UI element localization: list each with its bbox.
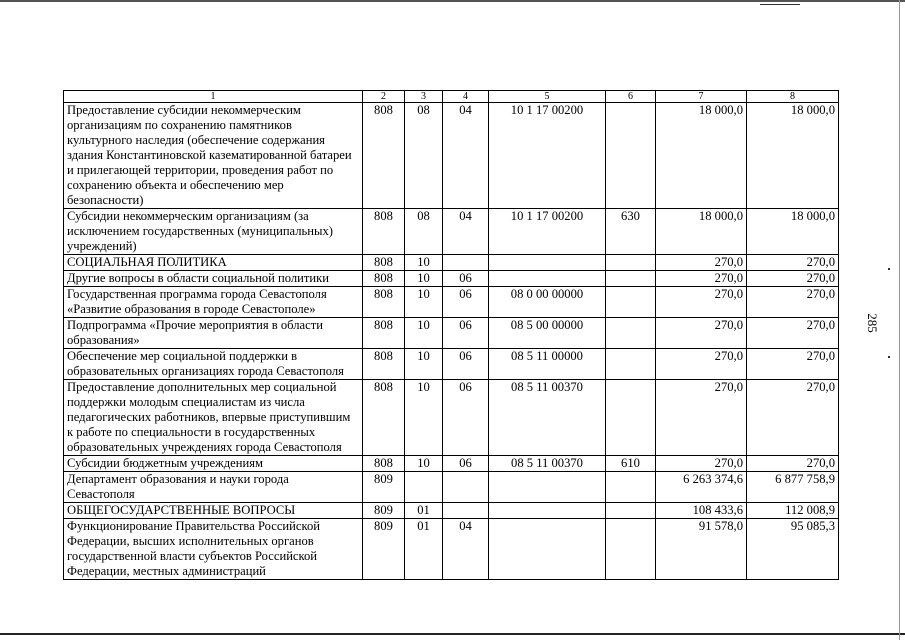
- cell-subsection: 06: [443, 287, 489, 318]
- cell-gr: 808: [363, 318, 405, 349]
- cell-section: 08: [405, 103, 443, 209]
- scan-edge-right: [899, 0, 900, 640]
- cell-gr: 809: [363, 519, 405, 580]
- cell-amount-year2: 18 000,0: [747, 103, 839, 209]
- cell-subsection: [443, 472, 489, 503]
- cell-gr: 809: [363, 472, 405, 503]
- cell-gr: 808: [363, 255, 405, 271]
- scan-mark: [760, 4, 800, 5]
- cell-section: 10: [405, 318, 443, 349]
- cell-target-article: [489, 503, 606, 519]
- cell-target-article: [489, 255, 606, 271]
- cell-subsection: 06: [443, 318, 489, 349]
- cell-expense-type: [606, 519, 656, 580]
- table-row: [64, 519, 839, 580]
- column-number-row: [64, 91, 839, 103]
- column-header: 1: [64, 91, 363, 103]
- cell-section: 10: [405, 287, 443, 318]
- table-row: [64, 456, 839, 472]
- cell-subsection: 06: [443, 349, 489, 380]
- cell-gr: 808: [363, 209, 405, 255]
- cell-amount-year2: 270,0: [747, 318, 839, 349]
- cell-target-article: [489, 472, 606, 503]
- cell-expense-type: 610: [606, 456, 656, 472]
- cell-amount-year2: 270,0: [747, 271, 839, 287]
- cell-expense-type: [606, 103, 656, 209]
- row-name: Государственная программа города Севастополя «Развитие образования в городе Севастополе»: [64, 287, 363, 318]
- cell-gr: 808: [363, 456, 405, 472]
- table-row: [64, 287, 839, 318]
- cell-subsection: 06: [443, 456, 489, 472]
- cell-section: 01: [405, 503, 443, 519]
- table-row: [64, 271, 839, 287]
- page-number: 285: [864, 313, 880, 333]
- column-header: 4: [443, 91, 489, 103]
- cell-expense-type: [606, 349, 656, 380]
- cell-gr: 808: [363, 271, 405, 287]
- scan-edge-top: [0, 0, 905, 2]
- cell-gr: 809: [363, 503, 405, 519]
- cell-target-article: [489, 271, 606, 287]
- cell-amount-year2: 270,0: [747, 349, 839, 380]
- cell-amount-year1: 18 000,0: [656, 209, 747, 255]
- cell-amount-year2: 95 085,3: [747, 519, 839, 580]
- cell-amount-year2: 6 877 758,9: [747, 472, 839, 503]
- cell-subsection: [443, 503, 489, 519]
- cell-amount-year1: 270,0: [656, 287, 747, 318]
- cell-amount-year2: 270,0: [747, 380, 839, 456]
- cell-amount-year1: 270,0: [656, 349, 747, 380]
- table-row: [64, 472, 839, 503]
- column-header: 6: [606, 91, 656, 103]
- cell-section: 10: [405, 255, 443, 271]
- table-row: [64, 503, 839, 519]
- cell-target-article: 10 1 17 00200: [489, 103, 606, 209]
- cell-target-article: 08 5 00 00000: [489, 318, 606, 349]
- cell-target-article: [489, 519, 606, 580]
- cell-amount-year2: 270,0: [747, 255, 839, 271]
- row-name: Функционирование Правительства Российской Федерации, высших исполнительных органов государственной власти субъектов Российской Федерации, местных администраций: [64, 519, 363, 580]
- cell-subsection: 06: [443, 380, 489, 456]
- cell-gr: 808: [363, 349, 405, 380]
- cell-expense-type: [606, 380, 656, 456]
- cell-expense-type: [606, 255, 656, 271]
- cell-gr: 808: [363, 287, 405, 318]
- cell-amount-year1: 270,0: [656, 318, 747, 349]
- cell-gr: 808: [363, 380, 405, 456]
- scan-dot: [888, 356, 890, 358]
- cell-amount-year1: 270,0: [656, 255, 747, 271]
- cell-target-article: 08 0 00 00000: [489, 287, 606, 318]
- row-name: Предоставление дополнительных мер социальной поддержки молодым специалистам из числа педагогических работников, впервые приступившим к работе по специальности в государственных образовательных учреждениях города Севастополя: [64, 380, 363, 456]
- cell-amount-year1: 6 263 374,6: [656, 472, 747, 503]
- cell-section: 08: [405, 209, 443, 255]
- cell-amount-year1: 270,0: [656, 456, 747, 472]
- column-header: 2: [363, 91, 405, 103]
- cell-amount-year1: 270,0: [656, 380, 747, 456]
- cell-expense-type: 630: [606, 209, 656, 255]
- cell-expense-type: [606, 318, 656, 349]
- row-name: Другие вопросы в области социальной политики: [64, 271, 363, 287]
- table-row: [64, 255, 839, 271]
- column-header: 7: [656, 91, 747, 103]
- cell-target-article: 08 5 11 00000: [489, 349, 606, 380]
- table-row: [64, 103, 839, 209]
- cell-amount-year2: 112 008,9: [747, 503, 839, 519]
- column-header: 5: [489, 91, 606, 103]
- scan-edge-bottom: [0, 633, 905, 635]
- scan-dot: [888, 268, 890, 270]
- table-row: [64, 209, 839, 255]
- cell-subsection: 04: [443, 103, 489, 209]
- row-name: СОЦИАЛЬНАЯ ПОЛИТИКА: [64, 255, 363, 271]
- row-name: Обеспечение мер социальной поддержки в образовательных организациях города Севастополя: [64, 349, 363, 380]
- table-row: [64, 380, 839, 456]
- table-row: [64, 349, 839, 380]
- row-name: ОБЩЕГОСУДАРСТВЕННЫЕ ВОПРОСЫ: [64, 503, 363, 519]
- cell-amount-year1: 108 433,6: [656, 503, 747, 519]
- cell-amount-year1: 270,0: [656, 271, 747, 287]
- cell-gr: 808: [363, 103, 405, 209]
- cell-subsection: 04: [443, 209, 489, 255]
- cell-section: 10: [405, 380, 443, 456]
- cell-expense-type: [606, 287, 656, 318]
- cell-expense-type: [606, 472, 656, 503]
- cell-subsection: 04: [443, 519, 489, 580]
- table-row: [64, 318, 839, 349]
- cell-subsection: 06: [443, 271, 489, 287]
- cell-amount-year1: 18 000,0: [656, 103, 747, 209]
- cell-amount-year2: 270,0: [747, 287, 839, 318]
- cell-target-article: 08 5 11 00370: [489, 456, 606, 472]
- row-name: Департамент образования и науки города Севастополя: [64, 472, 363, 503]
- cell-expense-type: [606, 271, 656, 287]
- cell-expense-type: [606, 503, 656, 519]
- row-name: Субсидии бюджетным учреждениям: [64, 456, 363, 472]
- cell-section: [405, 472, 443, 503]
- column-header: 3: [405, 91, 443, 103]
- column-header: 8: [747, 91, 839, 103]
- cell-section: 01: [405, 519, 443, 580]
- row-name: Субсидии некоммерческим организациям (за исключением государственных (муниципальных) учреждений): [64, 209, 363, 255]
- row-name: Предоставление субсидии некоммерческим организациям по сохранению памятников культурного наследия (обеспечение содержания здания Константиновской казематированной батареи и прилегающей территории, проведения работ по сохранению объекта и обеспечению мер безопасности): [64, 103, 363, 209]
- cell-amount-year2: 18 000,0: [747, 209, 839, 255]
- cell-subsection: [443, 255, 489, 271]
- cell-amount-year2: 270,0: [747, 456, 839, 472]
- budget-table: [63, 90, 839, 580]
- cell-target-article: 10 1 17 00200: [489, 209, 606, 255]
- cell-section: 10: [405, 271, 443, 287]
- row-name: Подпрограмма «Прочие мероприятия в области образования»: [64, 318, 363, 349]
- cell-section: 10: [405, 349, 443, 380]
- cell-target-article: 08 5 11 00370: [489, 380, 606, 456]
- cell-amount-year1: 91 578,0: [656, 519, 747, 580]
- cell-section: 10: [405, 456, 443, 472]
